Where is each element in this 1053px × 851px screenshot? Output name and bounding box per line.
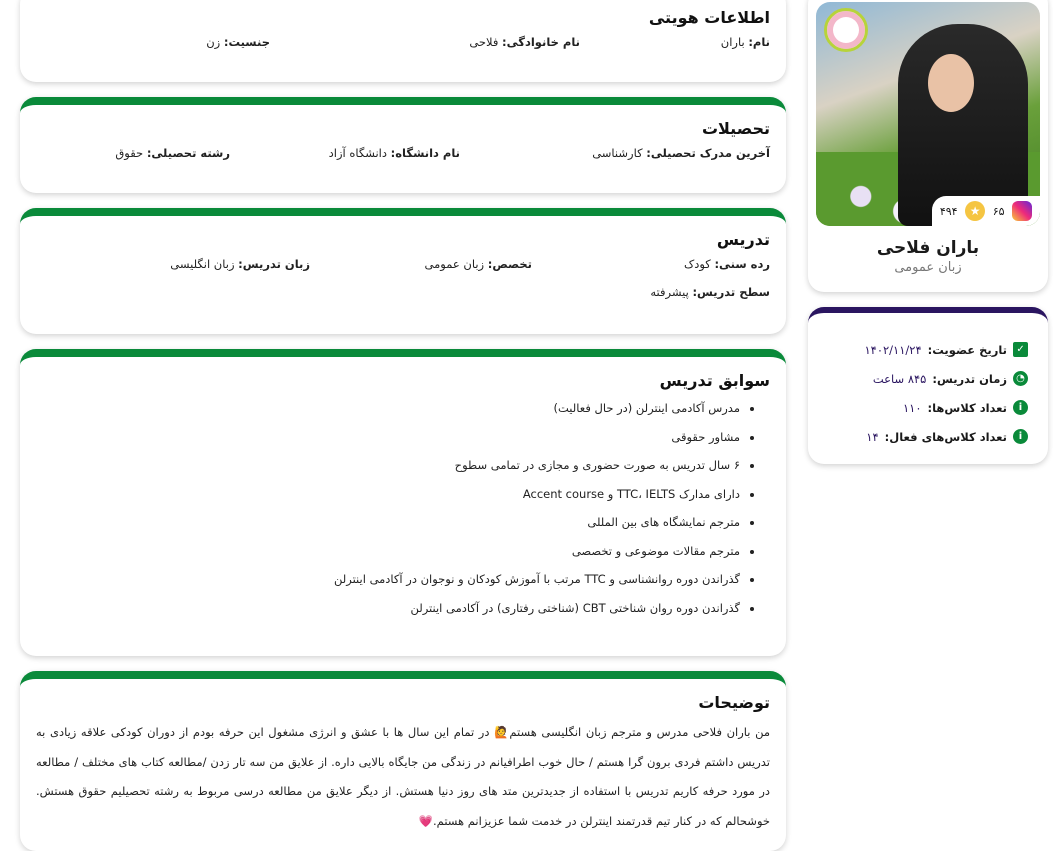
calendar-icon: ✓ <box>1013 342 1028 357</box>
education-card: تحصیلات آخرین مدرک تحصیلی: کارشناسی نام دانشگاه: دانشگاه آزاد رشته تحصیلی: حقوق <box>20 97 786 193</box>
score-b-value: ۶۵ <box>992 204 1005 218</box>
gender-value: زن <box>206 35 221 49</box>
profile-name: باران فلاحی <box>876 238 980 258</box>
avatar <box>816 2 1040 226</box>
teaching-card: تدریس رده سنی: کودک تخصص: زبان عمومی زبان تدریس: زبان انگلیسی سطح تدریس: پیشرفته <box>20 208 786 334</box>
identity-title: اطلاعات هویتی <box>648 8 770 27</box>
description-text: من باران فلاحی مدرس و مترجم زبان انگلیسی هستم🙋 در تمام این سال ها با عشق و انرژی مشغول این حرفه بودم از دوران کودکی علاقه زیادی به تدریس داشتم فردی برون گرا هستم / حال خوب اطرافیانم در زندگی من جایگاه بالایی داره. از علایق من سه تار زدن /مطالعه کتاب های مختلف / مطالعه در مورد حرفه کاریم تدریس با استفاده از جدیدترین متد های روز دنیا هستش. از دیگر علایق من مطالعه درسی مربوط به رشته تحصیلیم حقوق هستش. خوشحالم که در کنار تیم قدرتمند اینترلن در خدمت شما عزیزانم هستم.💗 <box>36 725 770 828</box>
active-classes-value: ۱۴ <box>866 429 879 444</box>
last-name-value: فلاحی <box>469 35 499 49</box>
score-a-value: ۴۹۴ <box>939 204 958 218</box>
history-card <box>20 349 786 656</box>
info-icon: i <box>1013 429 1028 444</box>
identity-card: اطلاعات هویتی نام: باران نام خانوادگی: فلاحی جنسیت: زن <box>20 0 786 82</box>
clock-icon: ◔ <box>1013 371 1028 386</box>
list-item: • مشاور حقوقی <box>36 423 740 452</box>
stat-active-classes: i تعداد کلاس‌های فعال: ۱۴ <box>820 422 1028 451</box>
education-title: تحصیلات <box>701 119 770 138</box>
info-icon: i <box>1013 400 1028 415</box>
instagram-icon <box>1012 201 1032 221</box>
score-badge <box>932 196 1040 226</box>
star-icon: ★ <box>965 201 985 221</box>
major-value: حقوق <box>115 146 144 160</box>
profile-subtitle: زبان عمومی <box>894 260 962 275</box>
degree-value: کارشناسی <box>592 146 643 160</box>
list-item: • مترجم مقالات موضوعی و تخصصی <box>36 537 740 566</box>
first-name-value: باران <box>720 35 745 49</box>
join-date-value: ۱۴۰۲/۱۱/۲۴ <box>864 342 922 357</box>
list-item: • مدرس آکادمی اینترلن (در حال فعالیت) <box>36 394 740 423</box>
history-title: سوابق تدریس <box>659 371 770 390</box>
person-face <box>928 54 974 112</box>
description-card <box>20 671 786 851</box>
classes-value: ۱۱۰ <box>902 400 922 415</box>
university-value: دانشگاه آزاد <box>328 146 388 160</box>
list-item: • مترجم نمایشگاه های بین المللی <box>36 508 740 537</box>
list-item: • ۶ سال تدریس به صورت حضوری و مجازی در تمامی سطوح <box>36 451 740 480</box>
teaching-title: تدریس <box>716 230 770 249</box>
stats-card <box>808 307 1048 464</box>
stat-join-date: ✓ تاریخ عضویت: ۱۴۰۲/۱۱/۲۴ <box>820 335 1028 364</box>
profile-card <box>808 0 1048 292</box>
teaching-time-value: ۸۴۵ ساعت <box>872 371 927 386</box>
list-item: • دارای مدارک TTC، IELTS و Accent course <box>36 480 740 509</box>
language-value: زبان انگلیسی <box>170 257 235 271</box>
list-item: • گذراندن دوره روانشناسی و TTC مرتب با آموزش کودکان و نوجوان در آکادمی اینترلن <box>36 565 740 594</box>
academy-logo-icon <box>824 8 868 52</box>
stat-classes: i تعداد کلاس‌ها: ۱۱۰ <box>820 393 1028 422</box>
list-item: • گذراندن دوره روان شناختی CBT (شناختی رفتاری) در آکادمی اینترلن <box>36 594 740 623</box>
specialty-value: زبان عمومی <box>424 257 485 271</box>
stat-teaching-time: ◔ زمان تدریس: ۸۴۵ ساعت <box>820 364 1028 393</box>
history-list <box>36 394 770 622</box>
level-value: پیشرفته <box>650 285 689 299</box>
age-value: کودک <box>683 257 711 271</box>
description-title: توضیحات <box>698 693 770 712</box>
